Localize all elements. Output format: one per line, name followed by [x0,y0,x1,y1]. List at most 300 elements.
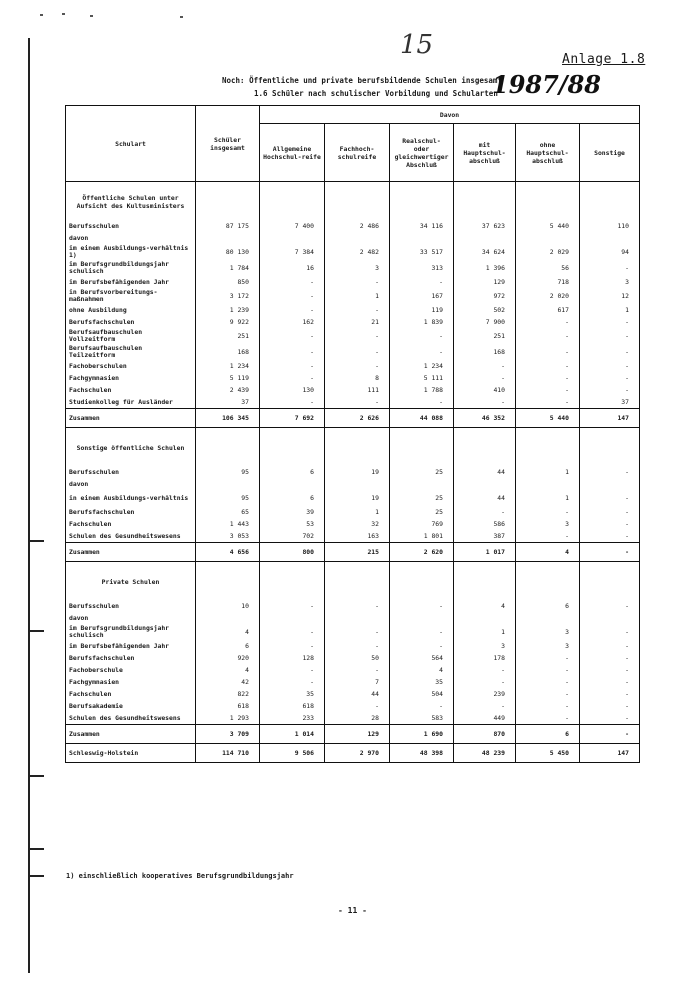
value-cell: 33 517 [390,244,454,260]
empty-cell [196,562,260,601]
value-cell: 972 [454,288,516,304]
value-cell [454,232,516,244]
value-cell [325,478,390,490]
row-label: Berufsschulen [66,600,196,612]
value-cell: - [390,624,454,640]
value-cell: 5 450 [516,744,580,763]
row-label: Schulen des Gesundheitswesens [66,712,196,725]
value-cell: 7 900 [454,316,516,328]
value-cell: 9 506 [260,744,325,763]
row-label: Fachschulen [66,688,196,700]
value-cell: - [260,676,325,688]
value-cell: 2 029 [516,244,580,260]
total-cell: 3 172 [196,288,260,304]
value-cell: 2 486 [325,220,390,232]
value-cell: 1 396 [454,260,516,276]
col-header: Realschul- oder gleichwertiger Abschluß [390,124,454,182]
total-cell: 618 [196,700,260,712]
value-cell: - [390,640,454,652]
table-row [66,676,640,688]
row-label: im Berufsbefähigenden Jahr [66,640,196,652]
col-header-total: Schüler insgesamt [196,106,260,182]
table-row [66,396,640,409]
value-cell [260,612,325,624]
total-cell: 5 119 [196,372,260,384]
total-cell: 6 [196,640,260,652]
value-cell: 1 [325,288,390,304]
table-row [66,700,640,712]
table-row [66,600,640,612]
total-cell: 2 439 [196,384,260,396]
footnote: 1) einschließlich kooperatives Berufsgrundbildungsjahr [66,872,294,880]
value-cell: 4 [516,543,580,562]
total-cell: 1 234 [196,360,260,372]
value-cell: 35 [390,676,454,688]
value-cell: 387 [454,530,516,543]
value-cell: 6 [260,490,325,506]
col-header: Allgemeine Hochschul-reife [260,124,325,182]
value-cell [260,478,325,490]
value-cell: 410 [454,384,516,396]
value-cell: - [516,384,580,396]
row-label: davon [66,612,196,624]
value-cell: - [390,344,454,360]
value-cell: 617 [516,304,580,316]
section-label: Private Schulen [66,562,196,601]
value-cell: - [454,506,516,518]
value-cell: 1 [516,466,580,478]
row-label: davon [66,478,196,490]
value-cell: - [325,640,390,652]
table-row [66,530,640,543]
row-label: Studienkolleg für Ausländer [66,396,196,409]
value-cell: 19 [325,490,390,506]
row-label: Berufsfachschulen [66,652,196,664]
value-cell [325,232,390,244]
value-cell: 1 [325,506,390,518]
col-header: Sonstige [580,124,640,182]
table-row [66,490,640,506]
value-cell: 5 440 [516,220,580,232]
table-title: Noch: Öffentliche und private berufsbildende Schulen insgesamt [222,76,502,85]
value-cell: 1 690 [390,725,454,744]
value-cell: - [325,396,390,409]
value-cell: 12 [580,288,640,304]
value-cell [516,612,580,624]
value-cell: - [325,700,390,712]
value-cell: - [516,506,580,518]
value-cell: - [454,676,516,688]
value-cell: 110 [580,220,640,232]
value-cell: - [260,624,325,640]
value-cell: 53 [260,518,325,530]
table-row [66,478,640,490]
total-cell: 87 175 [196,220,260,232]
value-cell: 44 [325,688,390,700]
value-cell: - [580,688,640,700]
table-row [66,652,640,664]
value-cell: 1 801 [390,530,454,543]
value-cell: 21 [325,316,390,328]
value-cell: 215 [325,543,390,562]
table-row [66,232,640,244]
empty-cell [580,182,640,221]
total-cell: 9 922 [196,316,260,328]
value-cell: 3 [454,640,516,652]
value-cell: 3 [325,260,390,276]
total-cell: 10 [196,600,260,612]
empty-cell [325,182,390,221]
binding-margin-line [28,38,30,973]
value-cell [454,612,516,624]
table-row [66,506,640,518]
value-cell: - [390,700,454,712]
value-cell: - [580,652,640,664]
margin-tick [28,775,44,777]
total-row [66,744,640,763]
row-label: Fachgymnasien [66,676,196,688]
value-cell: 3 [516,640,580,652]
value-cell: - [325,344,390,360]
value-cell: - [390,328,454,344]
value-cell: - [580,640,640,652]
empty-cell [260,428,325,467]
value-cell: 7 384 [260,244,325,260]
value-cell: 718 [516,276,580,288]
value-cell: - [454,700,516,712]
row-label: im Berufsgrundbildungsjahr schulisch [66,624,196,640]
empty-cell [454,428,516,467]
value-cell: - [454,396,516,409]
subtotal-row [66,409,640,428]
subtotal-row [66,725,640,744]
value-cell [454,478,516,490]
value-cell: 129 [454,276,516,288]
value-cell: 50 [325,652,390,664]
value-cell: 34 116 [390,220,454,232]
row-label: Fachoberschule [66,664,196,676]
margin-tick [28,630,44,632]
value-cell: - [580,466,640,478]
value-cell: - [516,664,580,676]
total-cell: 4 [196,664,260,676]
value-cell: - [580,518,640,530]
row-label: Berufsschulen [66,466,196,478]
row-label: Schulen des Gesundheitswesens [66,530,196,543]
col-header: mit Hauptschul-abschluß [454,124,516,182]
value-cell: - [325,360,390,372]
value-cell: 168 [454,344,516,360]
table-row [66,220,640,232]
value-cell: - [390,600,454,612]
value-cell: 1 788 [390,384,454,396]
table-row [66,664,640,676]
value-cell: - [580,328,640,344]
value-cell: 128 [260,652,325,664]
value-cell: - [580,712,640,725]
total-cell: 42 [196,676,260,688]
value-cell: 1 014 [260,725,325,744]
table-subtitle: 1.6 Schüler nach schulischer Vorbildung und Schularten [254,89,498,98]
value-cell: 119 [390,304,454,316]
value-cell: - [390,276,454,288]
section-row [66,428,640,467]
value-cell: - [580,600,640,612]
table-row [66,328,640,344]
value-cell: - [516,328,580,344]
value-cell: 48 239 [454,744,516,763]
value-cell: - [580,624,640,640]
value-cell: - [516,360,580,372]
empty-cell [516,182,580,221]
total-cell: 920 [196,652,260,664]
value-cell: - [325,304,390,316]
empty-cell [260,182,325,221]
value-cell: - [580,676,640,688]
value-cell [516,232,580,244]
value-cell: 19 [325,466,390,478]
value-cell: 564 [390,652,454,664]
value-cell: - [580,384,640,396]
value-cell: - [580,372,640,384]
scan-speck [62,13,65,15]
value-cell: - [516,396,580,409]
empty-cell [580,562,640,601]
value-cell: 162 [260,316,325,328]
value-cell: 3 [580,276,640,288]
value-cell: 769 [390,518,454,530]
value-cell: 32 [325,518,390,530]
table-row [66,624,640,640]
value-cell: - [516,676,580,688]
value-cell: 702 [260,530,325,543]
empty-cell [325,428,390,467]
total-cell: 106 345 [196,409,260,428]
value-cell: 449 [454,712,516,725]
value-cell [390,232,454,244]
table-row [66,372,640,384]
row-label: Zusammen [66,543,196,562]
total-cell: 1 443 [196,518,260,530]
value-cell: 46 352 [454,409,516,428]
value-cell: - [260,360,325,372]
value-cell: 6 [260,466,325,478]
value-cell: 7 400 [260,220,325,232]
table-row [66,518,640,530]
value-cell: 167 [390,288,454,304]
value-cell: 7 [325,676,390,688]
total-cell: 65 [196,506,260,518]
col-header-schulart: Schulart [66,106,196,182]
table-row [66,612,640,624]
value-cell: 1 234 [390,360,454,372]
empty-cell [580,428,640,467]
value-cell: - [325,328,390,344]
value-cell: 586 [454,518,516,530]
section-row [66,182,640,221]
row-label: Schleswig-Holstein [66,744,196,763]
annex-label: Anlage 1.8 [562,52,646,67]
value-cell: 239 [454,688,516,700]
value-cell: - [580,360,640,372]
value-cell: 7 692 [260,409,325,428]
table-row [66,466,640,478]
empty-cell [516,562,580,601]
value-cell: - [325,664,390,676]
total-cell: 95 [196,490,260,506]
table-row [66,384,640,396]
row-label: Zusammen [66,725,196,744]
value-cell: 111 [325,384,390,396]
total-cell: 1 784 [196,260,260,276]
section-label: Sonstige öffentliche Schulen [66,428,196,467]
value-cell: - [260,600,325,612]
total-cell: 168 [196,344,260,360]
value-cell: 2 020 [516,288,580,304]
value-cell: 800 [260,543,325,562]
col-header: Fachhoch-schulreife [325,124,390,182]
value-cell: 178 [454,652,516,664]
value-cell: - [260,288,325,304]
row-label: Fachschulen [66,384,196,396]
value-cell: 233 [260,712,325,725]
value-cell: - [580,344,640,360]
row-label: Berufsaufbauschulen Vollzeitform [66,328,196,344]
row-label: im Berufsbefähigenden Jahr [66,276,196,288]
table-body [66,182,640,763]
value-cell [325,612,390,624]
value-cell: 1 017 [454,543,516,562]
value-cell: - [260,344,325,360]
value-cell: - [516,688,580,700]
value-cell: - [260,396,325,409]
value-cell: 251 [454,328,516,344]
value-cell: - [390,396,454,409]
row-label: Berufsaufbauschulen Teilzeitform [66,344,196,360]
value-cell: - [580,490,640,506]
value-cell: - [580,506,640,518]
value-cell: 147 [580,744,640,763]
value-cell: 25 [390,490,454,506]
value-cell: 34 624 [454,244,516,260]
empty-cell [196,428,260,467]
empty-cell [390,182,454,221]
value-cell: 4 [390,664,454,676]
row-label: Fachoberschulen [66,360,196,372]
empty-cell [516,428,580,467]
value-cell: 8 [325,372,390,384]
value-cell: - [325,276,390,288]
value-cell: 4 [454,600,516,612]
value-cell: - [516,712,580,725]
value-cell: 44 [454,466,516,478]
total-cell: 4 656 [196,543,260,562]
row-label: davon [66,232,196,244]
value-cell [516,478,580,490]
total-cell: 3 709 [196,725,260,744]
table-row [66,360,640,372]
value-cell: - [454,372,516,384]
total-cell: 822 [196,688,260,700]
row-label: Berufsfachschulen [66,506,196,518]
value-cell: - [580,530,640,543]
value-cell: 3 [516,624,580,640]
row-label: im Berufsgrundbildungsjahr schulisch [66,260,196,276]
value-cell: - [580,725,640,744]
value-cell: 48 398 [390,744,454,763]
value-cell: 39 [260,506,325,518]
value-cell: 2 482 [325,244,390,260]
table-row [66,316,640,328]
value-cell: 28 [325,712,390,725]
value-cell: 35 [260,688,325,700]
subtotal-row [66,543,640,562]
margin-tick [28,540,44,542]
table-row [66,260,640,276]
table-row [66,712,640,725]
statistics-table [65,105,640,763]
value-cell [580,612,640,624]
value-cell: - [580,543,640,562]
value-cell: - [516,530,580,543]
value-cell: - [516,652,580,664]
page-number: - 11 - [338,906,367,915]
value-cell: 25 [390,506,454,518]
table-row [66,344,640,360]
value-cell: - [516,700,580,712]
value-cell: 3 [516,518,580,530]
scan-speck [180,16,183,18]
value-cell: 1 839 [390,316,454,328]
value-cell: 870 [454,725,516,744]
value-cell: 583 [390,712,454,725]
total-cell: 114 710 [196,744,260,763]
value-cell: 618 [260,700,325,712]
value-cell: 504 [390,688,454,700]
value-cell: - [454,360,516,372]
table-row [66,244,640,260]
total-cell: 1 293 [196,712,260,725]
section-label: Öffentliche Schulen unter Aufsicht des Kultusministers [66,182,196,221]
value-cell: - [454,664,516,676]
value-cell [260,232,325,244]
value-cell: 313 [390,260,454,276]
value-cell: 1 [454,624,516,640]
value-cell: 1 [516,490,580,506]
row-label: Fachschulen [66,518,196,530]
margin-tick [28,875,44,877]
value-cell: - [580,260,640,276]
total-cell: 37 [196,396,260,409]
table-row [66,688,640,700]
value-cell: - [260,664,325,676]
total-cell [196,612,260,624]
value-cell: 56 [516,260,580,276]
value-cell: 2 620 [390,543,454,562]
total-cell [196,478,260,490]
value-cell [390,612,454,624]
row-label: Berufsfachschulen [66,316,196,328]
value-cell: - [580,316,640,328]
handwritten-year: 1987/88 [492,70,601,99]
row-label: ohne Ausbildung [66,304,196,316]
empty-cell [260,562,325,601]
value-cell: 1 [580,304,640,316]
empty-cell [454,562,516,601]
col-header-davon: Davon [260,106,640,124]
value-cell: 6 [516,600,580,612]
table-row [66,276,640,288]
